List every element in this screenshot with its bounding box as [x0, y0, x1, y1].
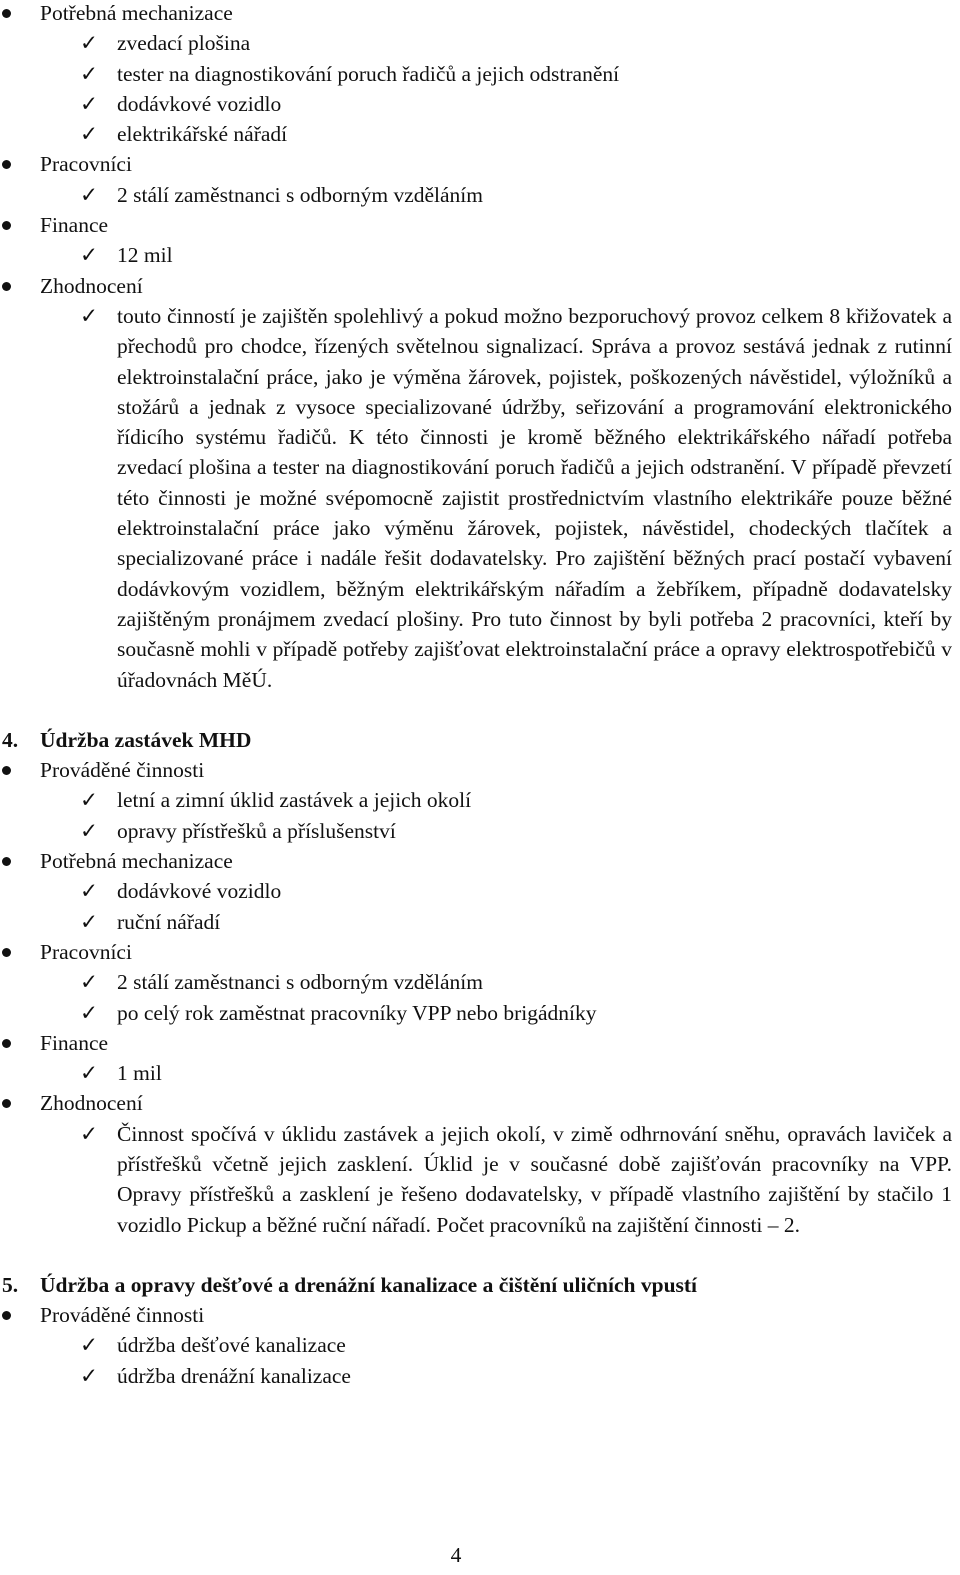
check-item: [0, 89, 952, 119]
check-item-text: po celý rok zaměstnat pracovníky VPP nebo brigádníky: [117, 1000, 597, 1025]
check-item: [0, 876, 952, 906]
check-icon: ✓: [80, 1333, 99, 1358]
check-item: [0, 59, 952, 89]
check-icon: ✓: [80, 970, 99, 995]
check-item-text: letní a zimní úklid zastávek a jejich okolí: [117, 788, 472, 813]
section-number: 4.: [2, 727, 19, 752]
bullet-mechanizace: Potřebná mechanizace: [0, 0, 960, 28]
check-item: [0, 1361, 952, 1391]
bullet-cinnosti: Prováděné činnosti: [0, 1300, 960, 1330]
check-icon: ✓: [80, 879, 99, 904]
section-title: Údržba a opravy dešťové a drenážní kanalizace a čištění uličních vpustí: [40, 1272, 698, 1297]
check-icon: ✓: [80, 788, 99, 813]
check-icon: ✓: [80, 31, 99, 56]
check-item: [0, 119, 952, 149]
check-item-text: dodávkové vozidlo: [117, 879, 282, 904]
bullet-zhodnoceni: Zhodnocení: [0, 271, 960, 301]
check-item-text: 2 stálí zaměstnanci s odborným vzděláním: [117, 182, 484, 207]
check-item: [0, 180, 952, 210]
check-icon: ✓: [80, 303, 99, 328]
check-item-text: ruční nářadí: [117, 909, 221, 934]
page-number: 4: [450, 1543, 462, 1567]
check-item: [0, 1058, 952, 1088]
zhodnoceni-text: touto činností je zajištěn spolehlivý a pokud možno bezporuchový provoz celkem 8 křižovatek a přechodů pro chodce, řízených světelnou signalizací. Správa a provoz sestává jednak z rutinní elektroinstalační práce, jako je výměna žárovek, pojistek, poškozených návěstidel, výložníků a stožárů a jednak z vysoce specializované údržby, seřizování a programování elektronického řídicího systému řadičů. K této činnosti je kromě běžného elektrikářského nářadí potřeba zvedací plošina a tester na diagnostikování poruch řadičů a jejich odstranění. V případě převzetí této činnosti je možné svépomocně zajistit prostřednictvím vlastního elektrikáře pouze běžné elektroinstalační práce jako výměnu žárovek, pojistek, návěstidel, chodeckých tlačítek a specializované práce i nadále řešit dodavatelsky. Pro zajištění běžných prací postačí vybavení dodávkovým vozidlem, běžným elektrikářským nářadím a žebříkem, případně dodavatelsky zajištěným pronájmem zvedací plošiny. Pro tuto činnost by byli potřeba 2 pracovníci, kteří by současně mohli v případě potřeby zajišťovat elektroinstalační práce a opravy elektrospotřebičů v úřadovnách MěÚ.: [117, 303, 952, 692]
bullet-finance: Finance: [0, 210, 960, 240]
check-item-text: opravy přístřešků a příslušenství: [117, 818, 396, 843]
check-icon: ✓: [80, 1000, 99, 1025]
check-item-text: dodávkové vozidlo: [117, 91, 282, 116]
check-item-paragraph: [0, 301, 952, 695]
check-icon: ✓: [80, 1363, 99, 1388]
check-icon: ✓: [80, 1121, 99, 1146]
check-icon: ✓: [80, 182, 99, 207]
check-item: [0, 816, 952, 846]
check-item-paragraph: [0, 1119, 952, 1240]
check-item-text: elektrikářské nářadí: [117, 122, 288, 147]
bullet-pracovnici: Pracovníci: [0, 149, 960, 179]
section-title: Údržba zastávek MHD: [40, 727, 252, 752]
check-icon: ✓: [80, 243, 99, 268]
check-icon: ✓: [80, 61, 99, 86]
check-item-text: tester na diagnostikování poruch řadičů a jejich odstranění: [117, 61, 620, 86]
check-item-text: 1 mil: [117, 1061, 162, 1086]
section-number: 5.: [2, 1272, 19, 1297]
check-item: [0, 785, 952, 815]
check-item-text: 12 mil: [117, 243, 173, 268]
check-item: [0, 998, 952, 1028]
check-icon: ✓: [80, 818, 99, 843]
check-item: [0, 967, 952, 997]
check-item: [0, 1330, 952, 1360]
zhodnoceni-text: Činnost spočívá v úklidu zastávek a jejich okolí, v zimě odhrnování sněhu, opravách laviček a přístřešků včetně jejich zasklení. Úklid je v současné době zajišťován pracovníky na VPP. Opravy přístřešků a zasklení je řešeno dodavatelsky, v případě vlastního zajištění by stačilo 1 vozidlo Pickup a běžné ruční nářadí. Počet pracovníků na zajištění činnosti – 2.: [117, 1121, 952, 1237]
check-item: [0, 240, 952, 270]
check-item-text: údržba drenážní kanalizace: [117, 1363, 351, 1388]
check-icon: ✓: [80, 909, 99, 934]
bullet-cinnosti: Prováděné činnosti: [0, 755, 960, 785]
check-item: [0, 28, 952, 58]
section-heading-4: [0, 725, 960, 755]
check-item-text: zvedací plošina: [117, 31, 251, 56]
check-item: [0, 907, 952, 937]
section-heading-5: [0, 1270, 960, 1300]
check-icon: ✓: [80, 122, 99, 147]
bullet-finance: Finance: [0, 1028, 960, 1058]
check-item-text: údržba dešťové kanalizace: [117, 1333, 346, 1358]
check-icon: ✓: [80, 1061, 99, 1086]
bullet-pracovnici: Pracovníci: [0, 937, 960, 967]
bullet-zhodnoceni: Zhodnocení: [0, 1088, 960, 1118]
bullet-mechanizace: Potřebná mechanizace: [0, 846, 960, 876]
check-item-text: 2 stálí zaměstnanci s odborným vzděláním: [117, 970, 484, 995]
check-icon: ✓: [80, 91, 99, 116]
